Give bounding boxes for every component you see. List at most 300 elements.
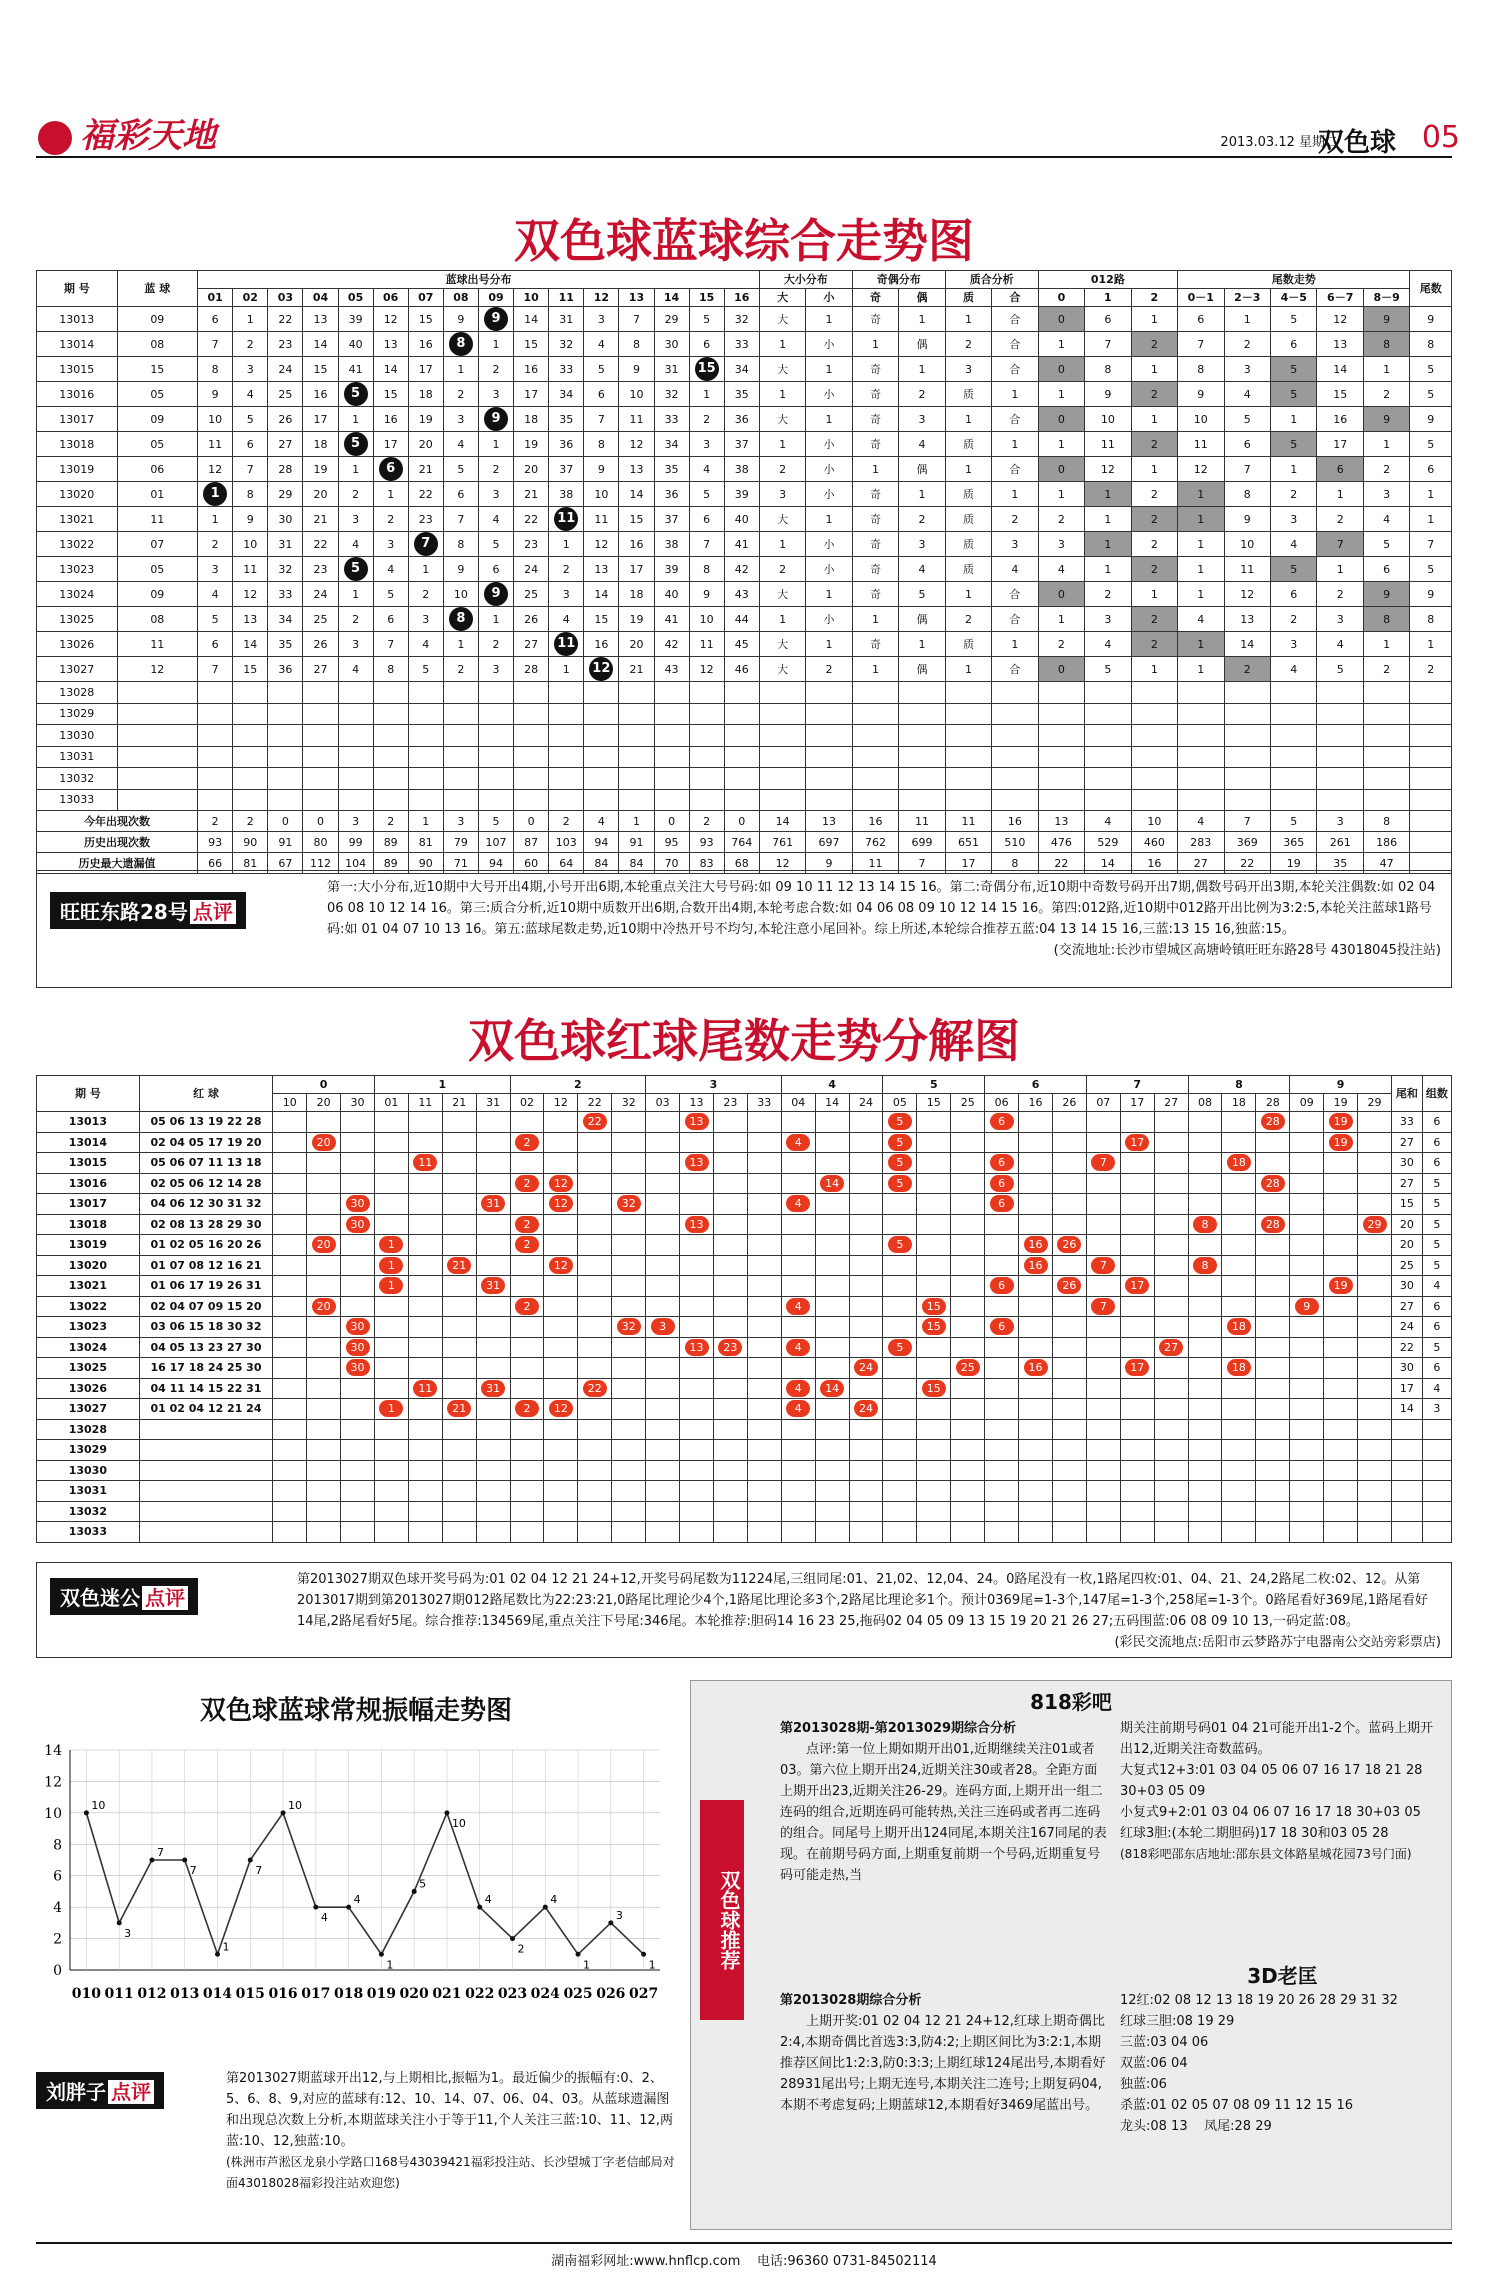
data-cell: 7 — [233, 457, 268, 482]
data-cell: 35 — [549, 407, 584, 432]
data-cell: 16 — [619, 532, 654, 557]
data-cell — [1256, 1317, 1290, 1338]
data-cell: 5 — [1410, 357, 1452, 382]
data-cell: 8 — [1363, 332, 1409, 357]
data-cell — [268, 682, 303, 704]
data-cell — [373, 703, 408, 725]
hit-ball: 8 — [449, 332, 473, 356]
col-groups: 组数 — [1422, 1076, 1451, 1112]
data-cell: 1 — [806, 357, 852, 382]
data-cell: 34 — [268, 607, 303, 632]
hit-ball: 1 — [379, 1277, 403, 1294]
blue-ball-table — [36, 270, 1452, 874]
comment-3-author: 刘胖子 — [46, 2080, 106, 2104]
data-cell — [680, 1481, 714, 1502]
data-cell — [619, 768, 654, 790]
data-cell — [341, 1276, 375, 1297]
stat-cell: 764 — [724, 832, 759, 853]
hit-ball: 6 — [990, 1113, 1014, 1130]
blue-cell: 09 — [117, 582, 198, 607]
data-cell — [992, 682, 1038, 704]
data-cell — [1358, 1317, 1392, 1338]
group-count-cell: 5 — [1422, 1235, 1451, 1256]
issue-cell: 13014 — [37, 1132, 140, 1153]
table-row — [37, 432, 1452, 457]
data-cell — [849, 1132, 883, 1153]
data-cell — [374, 1419, 408, 1440]
data-cell — [1019, 1255, 1053, 1276]
data-cell — [917, 1358, 951, 1379]
data-cell — [1120, 1235, 1154, 1256]
stat-cell: 4 — [584, 811, 619, 832]
data-cell — [781, 1235, 815, 1256]
data-cell — [1019, 1132, 1053, 1153]
data-cell: 27 — [514, 632, 549, 657]
issue-cell: 13032 — [37, 1501, 140, 1522]
data-cell — [1290, 1358, 1324, 1379]
col-sub: 13 — [680, 1094, 714, 1112]
data-cell — [646, 1358, 680, 1379]
data-cell — [806, 703, 852, 725]
hit-ball: 20 — [312, 1134, 336, 1151]
hit-ball: 16 — [1024, 1257, 1048, 1274]
data-cell — [619, 789, 654, 811]
table-row — [37, 557, 1452, 582]
data-cell — [1086, 1255, 1120, 1276]
stat-cell: 83 — [689, 853, 724, 874]
data-cell — [1086, 1194, 1120, 1215]
data-cell — [985, 1132, 1019, 1153]
data-cell — [578, 1337, 612, 1358]
data-cell — [578, 1194, 612, 1215]
data-cell: 9 — [619, 357, 654, 382]
hit-ball: 9 — [484, 307, 508, 331]
group-count-cell: 5 — [1422, 1214, 1451, 1235]
hit-ball: 18 — [1227, 1154, 1251, 1171]
data-cell — [1019, 1235, 1053, 1256]
stat-cell: 510 — [992, 832, 1038, 853]
data-cell — [476, 1522, 510, 1543]
stat-cell: 13 — [806, 811, 852, 832]
data-cell: 1 — [1038, 332, 1084, 357]
data-cell: 11 — [1178, 432, 1224, 457]
data-cell — [680, 1112, 714, 1133]
data-cell — [442, 1173, 476, 1194]
data-cell — [1222, 1460, 1256, 1481]
data-cell — [1222, 1235, 1256, 1256]
col-num: 06 — [373, 289, 408, 307]
data-cell: 大 — [759, 507, 805, 532]
data-cell — [1154, 1337, 1188, 1358]
table-row — [37, 1296, 1452, 1317]
data-cell: 6 — [689, 507, 724, 532]
stat-cell: 2 — [233, 811, 268, 832]
data-cell — [1086, 1317, 1120, 1338]
data-cell — [478, 582, 513, 607]
data-cell — [1120, 1399, 1154, 1420]
data-cell — [1290, 1399, 1324, 1420]
data-cell — [1256, 1112, 1290, 1133]
data-cell — [951, 1337, 985, 1358]
data-cell — [549, 682, 584, 704]
data-cell: 25 — [268, 382, 303, 407]
data-cell: 20 — [514, 457, 549, 482]
data-cell — [198, 789, 233, 811]
hit-ball: 24 — [854, 1400, 878, 1417]
data-cell: 26 — [514, 607, 549, 632]
data-cell: 5 — [1271, 382, 1317, 407]
data-cell — [442, 1501, 476, 1522]
data-cell — [612, 1317, 646, 1338]
data-cell — [917, 1440, 951, 1461]
data-cell — [443, 703, 478, 725]
data-cell — [1290, 1296, 1324, 1317]
data-cell — [1178, 768, 1224, 790]
data-cell — [612, 1194, 646, 1215]
data-cell: 2 — [1131, 432, 1177, 457]
data-cell — [849, 1440, 883, 1461]
data-cell — [1188, 1460, 1222, 1481]
data-cell: 2 — [1363, 382, 1409, 407]
data-cell — [374, 1153, 408, 1174]
data-cell: 小 — [806, 332, 852, 357]
table-row — [37, 657, 1452, 682]
stat-cell: 529 — [1085, 832, 1131, 853]
data-cell — [1131, 725, 1177, 747]
data-cell: 12 — [233, 582, 268, 607]
issue-cell: 13033 — [37, 789, 118, 811]
data-cell: 8 — [443, 532, 478, 557]
blue-cell — [117, 746, 198, 768]
stat-label: 历史出现次数 — [37, 832, 198, 853]
data-cell — [1038, 746, 1084, 768]
data-cell — [1290, 1214, 1324, 1235]
col-sub: 24 — [849, 1094, 883, 1112]
data-cell: 奇 — [852, 532, 898, 557]
data-cell — [1256, 1460, 1290, 1481]
y-tick-label: 2 — [53, 1931, 62, 1948]
data-cell: 15 — [408, 307, 443, 332]
data-cell — [747, 1132, 781, 1153]
group-count-cell: 4 — [1422, 1276, 1451, 1297]
data-cell — [443, 607, 478, 632]
data-cell — [951, 1317, 985, 1338]
data-cell: 2 — [233, 332, 268, 357]
blue-cell: 12 — [117, 657, 198, 682]
data-cell: 1 — [338, 457, 373, 482]
data-cell: 11 — [1224, 557, 1270, 582]
data-cell — [1019, 1276, 1053, 1297]
stat-cell: 4 — [1178, 811, 1224, 832]
data-cell — [510, 1481, 544, 1502]
data-cell — [713, 1153, 747, 1174]
hit-ball: 17 — [1125, 1359, 1149, 1376]
data-cell — [442, 1358, 476, 1379]
data-cell: 1 — [1317, 557, 1363, 582]
data-cell — [374, 1132, 408, 1153]
data-cell: 5 — [1317, 657, 1363, 682]
table-row — [37, 1358, 1452, 1379]
col-sub: 16 — [1019, 1094, 1053, 1112]
data-cell — [917, 1214, 951, 1235]
col-sub: 0－1 — [1178, 289, 1224, 307]
data-cell — [510, 1419, 544, 1440]
data-cell — [849, 1460, 883, 1481]
data-cell — [1256, 1153, 1290, 1174]
data-cell — [1085, 725, 1131, 747]
data-cell — [1363, 746, 1409, 768]
data-cell: 2 — [806, 657, 852, 682]
data-cell — [1324, 1317, 1358, 1338]
data-cell — [408, 1460, 442, 1481]
data-cell — [1256, 1419, 1290, 1440]
data-cell: 21 — [408, 457, 443, 482]
data-cell — [680, 1132, 714, 1153]
data-cell: 24 — [303, 582, 338, 607]
data-cell — [1188, 1194, 1222, 1215]
data-cell — [476, 1337, 510, 1358]
data-cell — [476, 1153, 510, 1174]
red-cell: 04 11 14 15 22 31 — [139, 1378, 273, 1399]
data-cell — [945, 725, 991, 747]
col818-address: (818彩吧邵东店地址:邵东县文体路星城花园73号门面) — [1120, 1847, 1412, 1861]
data-cell — [680, 1501, 714, 1522]
issue-cell: 13016 — [37, 1173, 140, 1194]
data-cell — [341, 1194, 375, 1215]
data-cell — [1410, 682, 1452, 704]
data-cell — [578, 1235, 612, 1256]
data-cell — [544, 1235, 578, 1256]
data-cell — [338, 382, 373, 407]
data-cell — [654, 703, 689, 725]
data-cell — [1154, 1481, 1188, 1502]
x-tick-label: 019 — [366, 1986, 397, 2002]
red-cell: 02 04 07 09 15 20 — [139, 1296, 273, 1317]
data-cell: 1 — [1131, 307, 1177, 332]
data-cell — [408, 1235, 442, 1256]
y-tick-label: 10 — [44, 1805, 62, 1822]
red-cell: 02 04 05 17 19 20 — [139, 1132, 273, 1153]
data-cell — [1188, 1255, 1222, 1276]
data-cell — [781, 1440, 815, 1461]
data-cell — [985, 1399, 1019, 1420]
data-cell — [1086, 1481, 1120, 1502]
comment-2-text: 第2013027期双色球开奖号码为:01 02 04 12 21 24+12,开奖号码尾数为11224尾,三组同尾:01、21,02、12,04、24。0路尾没有一枚,1路尾四枚:01、04、21、24,2路尾二枚:02、12。从第2013017期到第2013027期012路尾数比为22:23:21,0路尾比理论少4个,1路尾比理论多3个,2路尾比理论多1个。预计0369尾=1-3个,147尾=1-3个,258尾=1-3个。0路尾看好369尾,1路尾看好14尾,2路尾看好5尾。综合推荐:134569尾,重点关注下号尾:346尾。本轮推荐:胆码14 16 23 25,拖码02 04 05 09 13 15 19 20 21 26 27;五码围蓝:06 08 09 10 13,一码定蓝:08。 — [297, 1572, 1428, 1629]
data-cell — [992, 746, 1038, 768]
data-cell — [713, 1173, 747, 1194]
data-cell — [408, 532, 443, 557]
column-818-right — [1120, 1718, 1445, 1865]
data-cell — [849, 1337, 883, 1358]
data-cell — [578, 1501, 612, 1522]
data-cell — [273, 1235, 307, 1256]
data-cell: 1 — [899, 632, 945, 657]
data-cell — [442, 1214, 476, 1235]
col-sub: 17 — [1120, 1094, 1154, 1112]
data-cell: 8 — [1410, 607, 1452, 632]
col-sub: 23 — [713, 1094, 747, 1112]
data-cell — [307, 1235, 341, 1256]
issue-cell: 13022 — [37, 1296, 140, 1317]
tail-sum-cell — [1391, 1481, 1422, 1502]
data-cell: 9 — [1178, 382, 1224, 407]
data-cell: 1 — [1131, 407, 1177, 432]
data-cell: 6 — [689, 332, 724, 357]
data-cell — [1019, 1214, 1053, 1235]
data-cell: 1 — [806, 632, 852, 657]
data-cell — [273, 1337, 307, 1358]
table-row — [37, 407, 1452, 432]
data-cell — [1222, 1296, 1256, 1317]
hit-ball: 15 — [695, 357, 719, 381]
data-cell: 2 — [1363, 657, 1409, 682]
col-sub: 02 — [510, 1094, 544, 1112]
data-cell — [747, 1235, 781, 1256]
data-cell — [1188, 1378, 1222, 1399]
data-cell: 0 — [1038, 357, 1084, 382]
data-cell — [307, 1214, 341, 1235]
data-cell: 2 — [945, 332, 991, 357]
data-cell — [1052, 1132, 1086, 1153]
data-cell — [1019, 1173, 1053, 1194]
red-cell: 01 07 08 12 16 21 — [139, 1255, 273, 1276]
data-cell — [1363, 725, 1409, 747]
tail-group: 5 — [883, 1076, 985, 1094]
hit-ball: 5 — [344, 557, 368, 581]
hit-ball: 20 — [312, 1298, 336, 1315]
data-cell — [1290, 1337, 1324, 1358]
data-cell: 9 — [1410, 582, 1452, 607]
stat-cell: 70 — [654, 853, 689, 874]
data-cell: 12 — [1224, 582, 1270, 607]
col-num: 10 — [514, 289, 549, 307]
data-cell — [1222, 1481, 1256, 1502]
data-cell — [883, 1132, 917, 1153]
hit-ball: 2 — [515, 1216, 539, 1233]
data-point — [641, 1952, 646, 1957]
table-row — [37, 1173, 1452, 1194]
data-cell: 38 — [724, 457, 759, 482]
data-cell: 16 — [303, 382, 338, 407]
data-cell: 36 — [268, 657, 303, 682]
data-cell — [476, 1296, 510, 1317]
data-cell — [584, 657, 619, 682]
hit-ball: 6 — [990, 1277, 1014, 1294]
data-cell: 14 — [619, 482, 654, 507]
stat-cell: 365 — [1271, 832, 1317, 853]
issue-cell: 13029 — [37, 703, 118, 725]
issue-cell: 13013 — [37, 1112, 140, 1133]
red-cell: 01 06 17 19 26 31 — [139, 1276, 273, 1297]
data-cell — [815, 1317, 849, 1338]
data-cell: 37 — [549, 457, 584, 482]
data-cell — [1052, 1481, 1086, 1502]
data-cell — [544, 1214, 578, 1235]
data-cell: 26 — [268, 407, 303, 432]
data-cell: 5 — [1410, 382, 1452, 407]
data-cell — [917, 1132, 951, 1153]
data-cell: 7 — [584, 407, 619, 432]
footer-site[interactable]: 湖南福彩网址:www.hnflcp.com — [551, 2254, 741, 2269]
data-cell — [724, 789, 759, 811]
data-cell — [713, 1460, 747, 1481]
stat-cell: 1 — [408, 811, 443, 832]
data-cell: 4 — [1038, 557, 1084, 582]
col-sub: 32 — [612, 1094, 646, 1112]
stat-cell: 13 — [1038, 811, 1084, 832]
blue-cell: 05 — [117, 432, 198, 457]
col-tail-sum: 尾和 — [1391, 1076, 1422, 1112]
data-cell — [1324, 1255, 1358, 1276]
data-cell: 42 — [724, 557, 759, 582]
data-cell: 合 — [992, 657, 1038, 682]
data-cell — [1256, 1481, 1290, 1502]
data-cell: 14 — [584, 582, 619, 607]
data-cell — [806, 746, 852, 768]
data-cell — [680, 1173, 714, 1194]
comment-1-badge — [50, 892, 246, 929]
col3d-tail: 凤尾:28 29 — [1204, 2119, 1272, 2134]
data-cell — [815, 1440, 849, 1461]
data-cell: 7 — [443, 507, 478, 532]
stat-cell: 16 — [992, 811, 1038, 832]
tail-group: 9 — [1290, 1076, 1392, 1094]
data-cell: 3 — [899, 407, 945, 432]
stat-cell: 80 — [303, 832, 338, 853]
data-cell — [1324, 1358, 1358, 1379]
data-cell — [1019, 1522, 1053, 1543]
data-cell — [852, 789, 898, 811]
data-cell: 3 — [992, 532, 1038, 557]
data-cell — [781, 1153, 815, 1174]
data-cell — [408, 1358, 442, 1379]
data-cell: 6 — [1317, 457, 1363, 482]
data-cell: 大 — [759, 632, 805, 657]
data-cell — [945, 768, 991, 790]
data-cell: 17 — [373, 432, 408, 457]
data-cell: 5 — [1085, 657, 1131, 682]
data-cell — [1290, 1501, 1324, 1522]
stat-cell: 762 — [852, 832, 898, 853]
data-cell: 31 — [268, 532, 303, 557]
data-cell — [1324, 1378, 1358, 1399]
red-cell — [139, 1481, 273, 1502]
data-cell — [408, 768, 443, 790]
data-cell — [549, 507, 584, 532]
col3d-three-blue: 三蓝:03 04 06 — [1120, 2035, 1209, 2050]
data-cell: 7 — [198, 332, 233, 357]
data-cell: 8 — [1085, 357, 1131, 382]
stat-cell: 186 — [1363, 832, 1409, 853]
red-cell: 05 06 07 11 13 18 — [139, 1153, 273, 1174]
data-cell — [724, 703, 759, 725]
data-cell — [781, 1276, 815, 1297]
data-cell: 2 — [1131, 507, 1177, 532]
data-cell — [747, 1214, 781, 1235]
col-num: 04 — [303, 289, 338, 307]
data-cell — [374, 1296, 408, 1317]
col-sub: 28 — [1256, 1094, 1290, 1112]
table-row — [37, 703, 1452, 725]
data-cell — [680, 1276, 714, 1297]
data-cell: 17 — [514, 382, 549, 407]
data-cell: 1 — [1038, 432, 1084, 457]
data-cell — [338, 746, 373, 768]
header-rule — [36, 156, 1452, 158]
data-cell — [341, 1419, 375, 1440]
data-cell — [985, 1112, 1019, 1133]
hit-ball: 12 — [549, 1400, 573, 1417]
